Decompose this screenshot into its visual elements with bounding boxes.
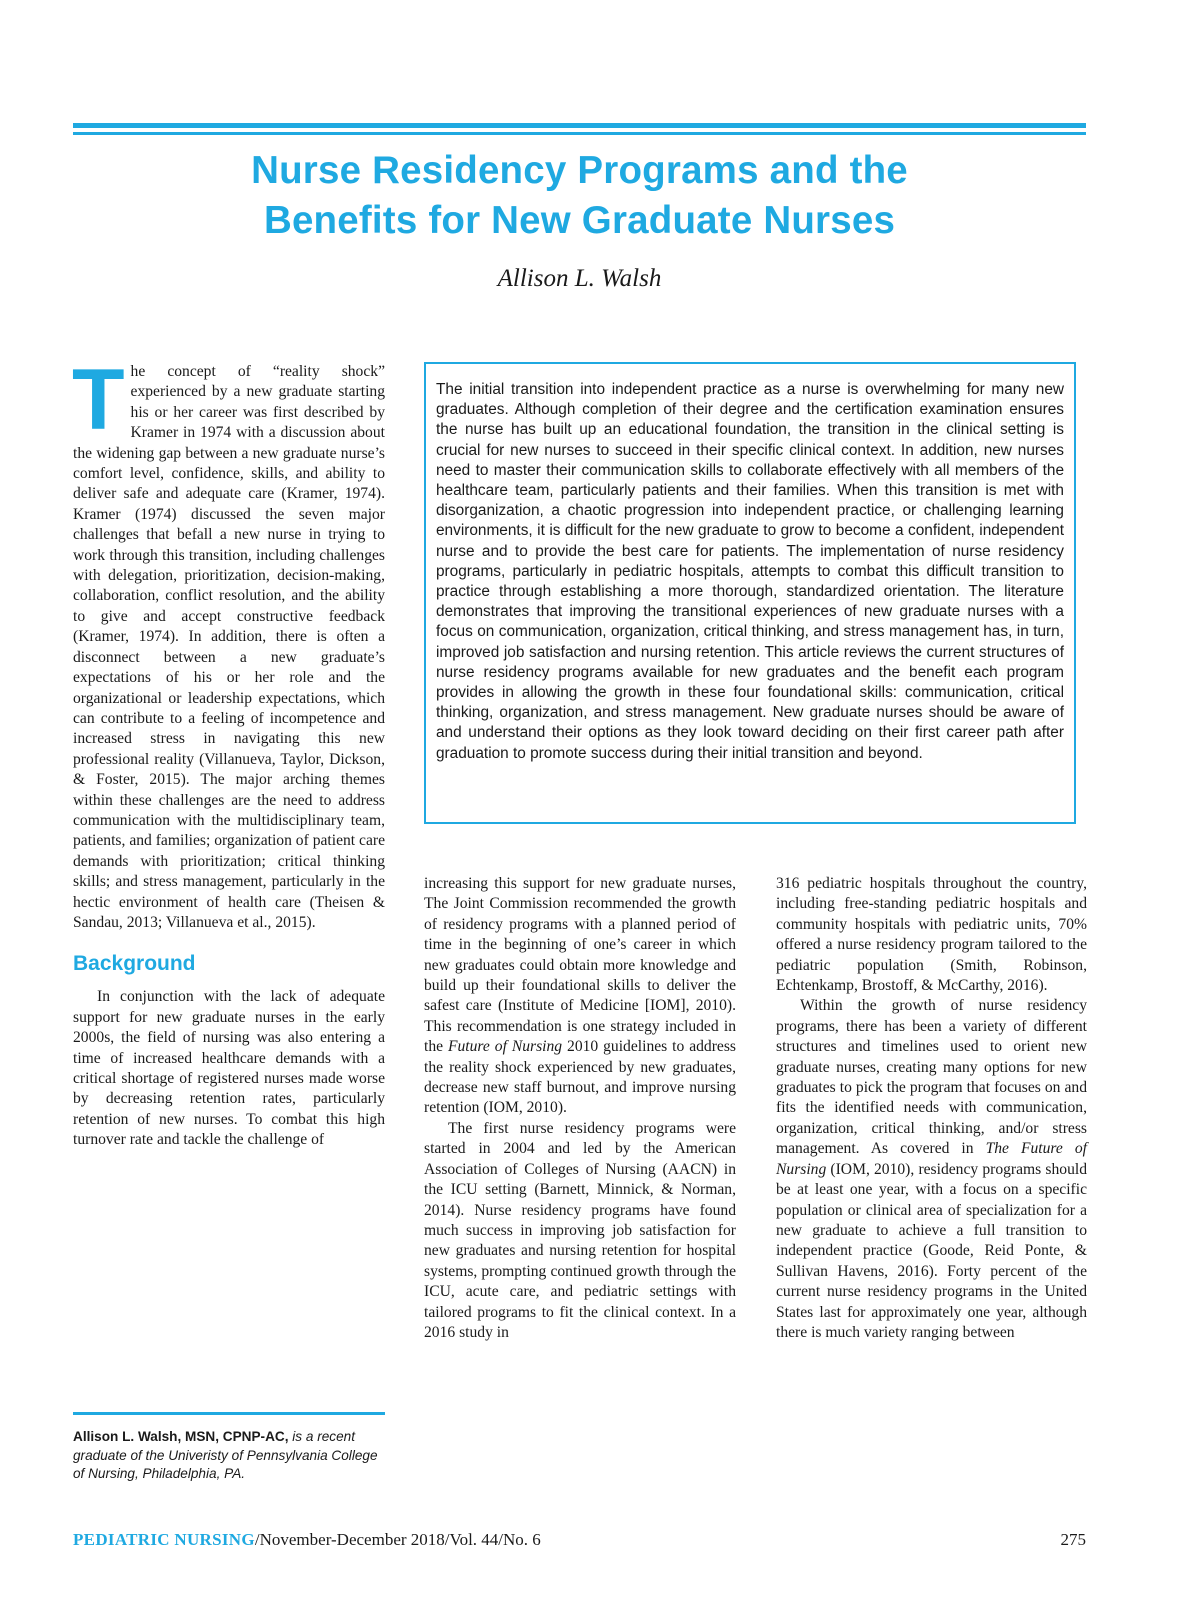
intro-paragraph [72, 352, 385, 933]
body-column-3 [776, 874, 1087, 1343]
title-line-1: Nurse Residency Programs and the [251, 149, 908, 192]
title-line-2: Benefits for New Graduate Nurses [263, 199, 896, 242]
background-paragraph: In conjunction with the lack of adequate support for new graduate nurses in the early 2000s, the field of nursing was also entering a time of increased healthcare demands with a critical shortage of registered nurses made worse by decreasing retention rates, particularly retention of new nurses. To combat this high turnover rate and tackle the challenge of [73, 988, 385, 1149]
header-rule-thin [73, 132, 1086, 135]
col3-p2-text-b: (IOM, 2010), residency programs should be at least one year, with a focus on a specific population or clinical area of specialization for a new graduate to achieve a full transition to independent practice (Goode, Reid Ponte, & Sullivan Havens, 2016). Forty percent of the current nurse residency programs in the United States last for approximately one year, although there is much variety ranging between [776, 1160, 1087, 1341]
footer-page-number: 275 [1060, 1530, 1086, 1549]
body-column-2 [424, 874, 736, 1343]
col2-paragraph-1 [424, 874, 736, 1119]
page-footer [73, 1528, 1086, 1552]
col3-p2-text-a: Within the growth of nurse residency programs, there has been a variety of different structures and timelines used to orient new graduate nurses, creating many options for new graduates to pick the program that focuses on and fits the identified needs with communication, organization, critical thinking, and/or stress management. As covered in [776, 997, 1087, 1158]
col2-p1-text-b: 2010 guidelines to address the reality shock experienced by new graduates, decrease new staff burnout, and improve nursing retention (IOM, 2010). [424, 1038, 736, 1117]
footnote-author-credentials: Allison L. Walsh, MSN, CPNP-AC, [73, 1429, 289, 1444]
col3-p2-italic: The Future of Nursing [776, 1140, 1087, 1178]
footnote-author-description: is a recent graduate of the Univeristy of Pennsylvania College of Nursing, Philadelphia, PA. [73, 1429, 378, 1482]
col3-paragraph-1: 316 pediatric hospitals throughout the country, including free-standing pediatric hospitals and community hospitals with pediatric units, 70% offered a nurse residency program tailored to the pediatric population (Smith, Robinson, Echtenkamp, Brostoff, & McCarthy, 2016). [776, 875, 1087, 995]
drop-cap: T [72, 352, 125, 448]
footnote-divider [73, 1412, 385, 1415]
col3-paragraph-2 [776, 996, 1087, 1343]
article-title [73, 146, 1086, 246]
author-footnote [73, 1428, 391, 1484]
col2-paragraph-2: The first nurse residency programs were started in 2004 and led by the American Association of Colleges of Nursing (AACN) in the ICU setting (Barnett, Minnick, & Norman, 2014). Nurse residency programs have found much success in improving job satisfaction for new graduates and nursing retention for hospital systems, prompting continued growth through the ICU, acute care, and pediatric settings with tailored programs to fit the clinical context. In a 2016 study in [424, 1119, 736, 1341]
article-author: Allison L. Walsh [497, 265, 662, 292]
footer-journal-name: PEDIATRIC NURSING [73, 1530, 255, 1549]
footer-issue-info: /November-December 2018/Vol. 44/No. 6 [254, 1530, 541, 1549]
header-rule-thick [73, 123, 1086, 128]
col2-p1-text-a: increasing this support for new graduate nurses, The Joint Commission recommended the growth of residency programs with a planned period of time in the beginning of one’s career in which new graduates could obtain more knowledge and build up their foundational skills to deliver the safest care (Institute of Medicine [IOM], 2010). This recommendation is one strategy included in the [424, 875, 736, 1056]
section-heading-background: Background [73, 952, 196, 976]
col2-p1-italic: Future of Nursing [447, 1038, 563, 1056]
intro-text: he concept of “reality shock” experienced by a new graduate starting his or her career was first described by Kramer in 1974 with a discussion about the widening gap between a new graduate nurse’s comfort level, confidence, skills, and ability to deliver safe and adequate care (Kramer, 1974). Kramer (1974) discussed the seven major challenges that befall a new nurse in trying to work through this transition, including challenges with delegation, prioritization, decision-making, collaboration, conflict resolution, and the ability to give and accept constructive feedback (Kramer, 1974). In addition, there is often a disconnect between a new graduate’s expectations of his or her role and the organizational or leadership expectations, which can contribute to a feeling of incompetence and increased stress in navigating this new professional reality (Villanueva, Taylor, Dickson, & Foster, 2015). The major arching themes within these challenges are the need to address communication with the multidisciplinary team, patients, and families; organization of patient care demands with prioritization; critical thinking skills; and stress management, particularly in the hectic environment of health care (Theisen & Sandau, 2013; Villanueva et al., 2015). [73, 363, 385, 931]
abstract-text: The initial transition into independent practice as a nurse is overwhelming for many new graduates. Although completion of their degree and the certification examination ensures the nurse has built up an educational foundation, the transition in the clinical setting is crucial for new nurses to succeed in their specific clinical context. In addition, new nurses need to master their communication skills to collaborate effectively with all members of the healthcare team, particularly patients and their families. When this transition is met with disorganization, a chaotic progression into independent practice, or challenging learning environments, it is difficult for the new graduate to grow to become a confident, independent nurse and to provide the best care for patients. The implementation of nurse residency programs, particularly in pediatric hospitals, attempts to combat this difficult transition to practice through establishing a more thorough, standardized orientation. The literature demonstrates that improving the transitional experiences of new graduate nurses with a focus on communication, organization, critical thinking, and stress management has, in turn, improved job satisfaction and nursing retention. This article reviews the current structures of nurse residency programs available for new graduates and the benefit each program provides in allowing the growth in these four foundational skills: communication, critical thinking, organization, and stress management. New graduate nurses should be aware of and understand their options as they look toward deciding on their first career path after graduation to promote success during their initial transition and beyond. [436, 381, 1064, 762]
body-column-1 [72, 352, 385, 1151]
abstract-box [424, 362, 1076, 824]
